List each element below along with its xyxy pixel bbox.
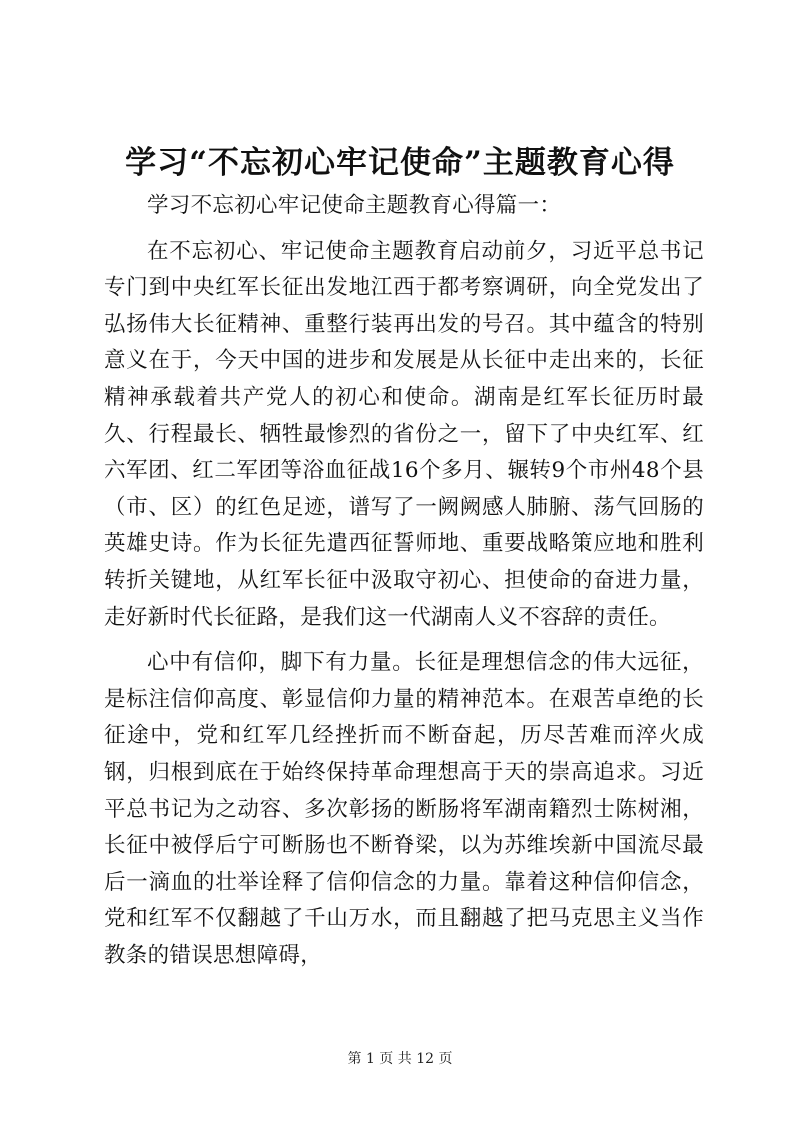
page-title: 学习“不忘初心牢记使命”主题教育心得: [125, 145, 675, 181]
body-paragraph: 心中有信仰，脚下有力量。长征是理想信念的伟大远征，是标注信仰高度、彰显信仰力量的精神范本。在艰苦卓绝的长征途中，党和红军几经挫折而不断奋起，历尽苦难而淬火成钢，归根到底在于始终保持革命理想高于天的崇高追求。习近平总书记为之动容、多次彰扬的断肠将军湖南籍烈士陈树湘，长征中被俘后宁可断肠也不断脊梁，以为苏维埃新中国流尽最后一滴血的壮举诠释了信仰信念的力量。靠着这种信仰信念，党和红军不仅翻越了千山万水，而且翻越了把马克思主义当作教条的错误思想障碍，: [104, 650, 704, 968]
body-paragraph: 在不忘初心、牢记使命主题教育启动前夕，习近平总书记专门到中央红军长征出发地江西于都考察调研，向全党发出了弘扬伟大长征精神、重整行装再出发的号召。其中蕴含的特别意义在于，今天中国的进步和发展是从长征中走出来的，长征精神承载着共产党人的初心和使命。湖南是红军长征历时最久、行程最长、牺牲最惨烈的省份之一，留下了中央红军、红六军团、红二军团等浴血征战16个多月、辗转9个市州48个县（市、区）的红色足迹，谱写了一阙阙感人肺腑、荡气回肠的英雄史诗。作为长征先遣西征誓师地、重要战略策应地和胜利转折关键地，从红军长征中汲取守初心、担使命的奋进力量，走好新时代长征路，是我们这一代湖南人义不容辞的责任。: [104, 238, 704, 630]
section-heading: 学习不忘初心牢记使命主题教育心得篇一：: [147, 193, 562, 218]
page-number-footer: 第 1 页 共 12 页: [347, 1051, 453, 1067]
document-body: [104, 188, 704, 983]
